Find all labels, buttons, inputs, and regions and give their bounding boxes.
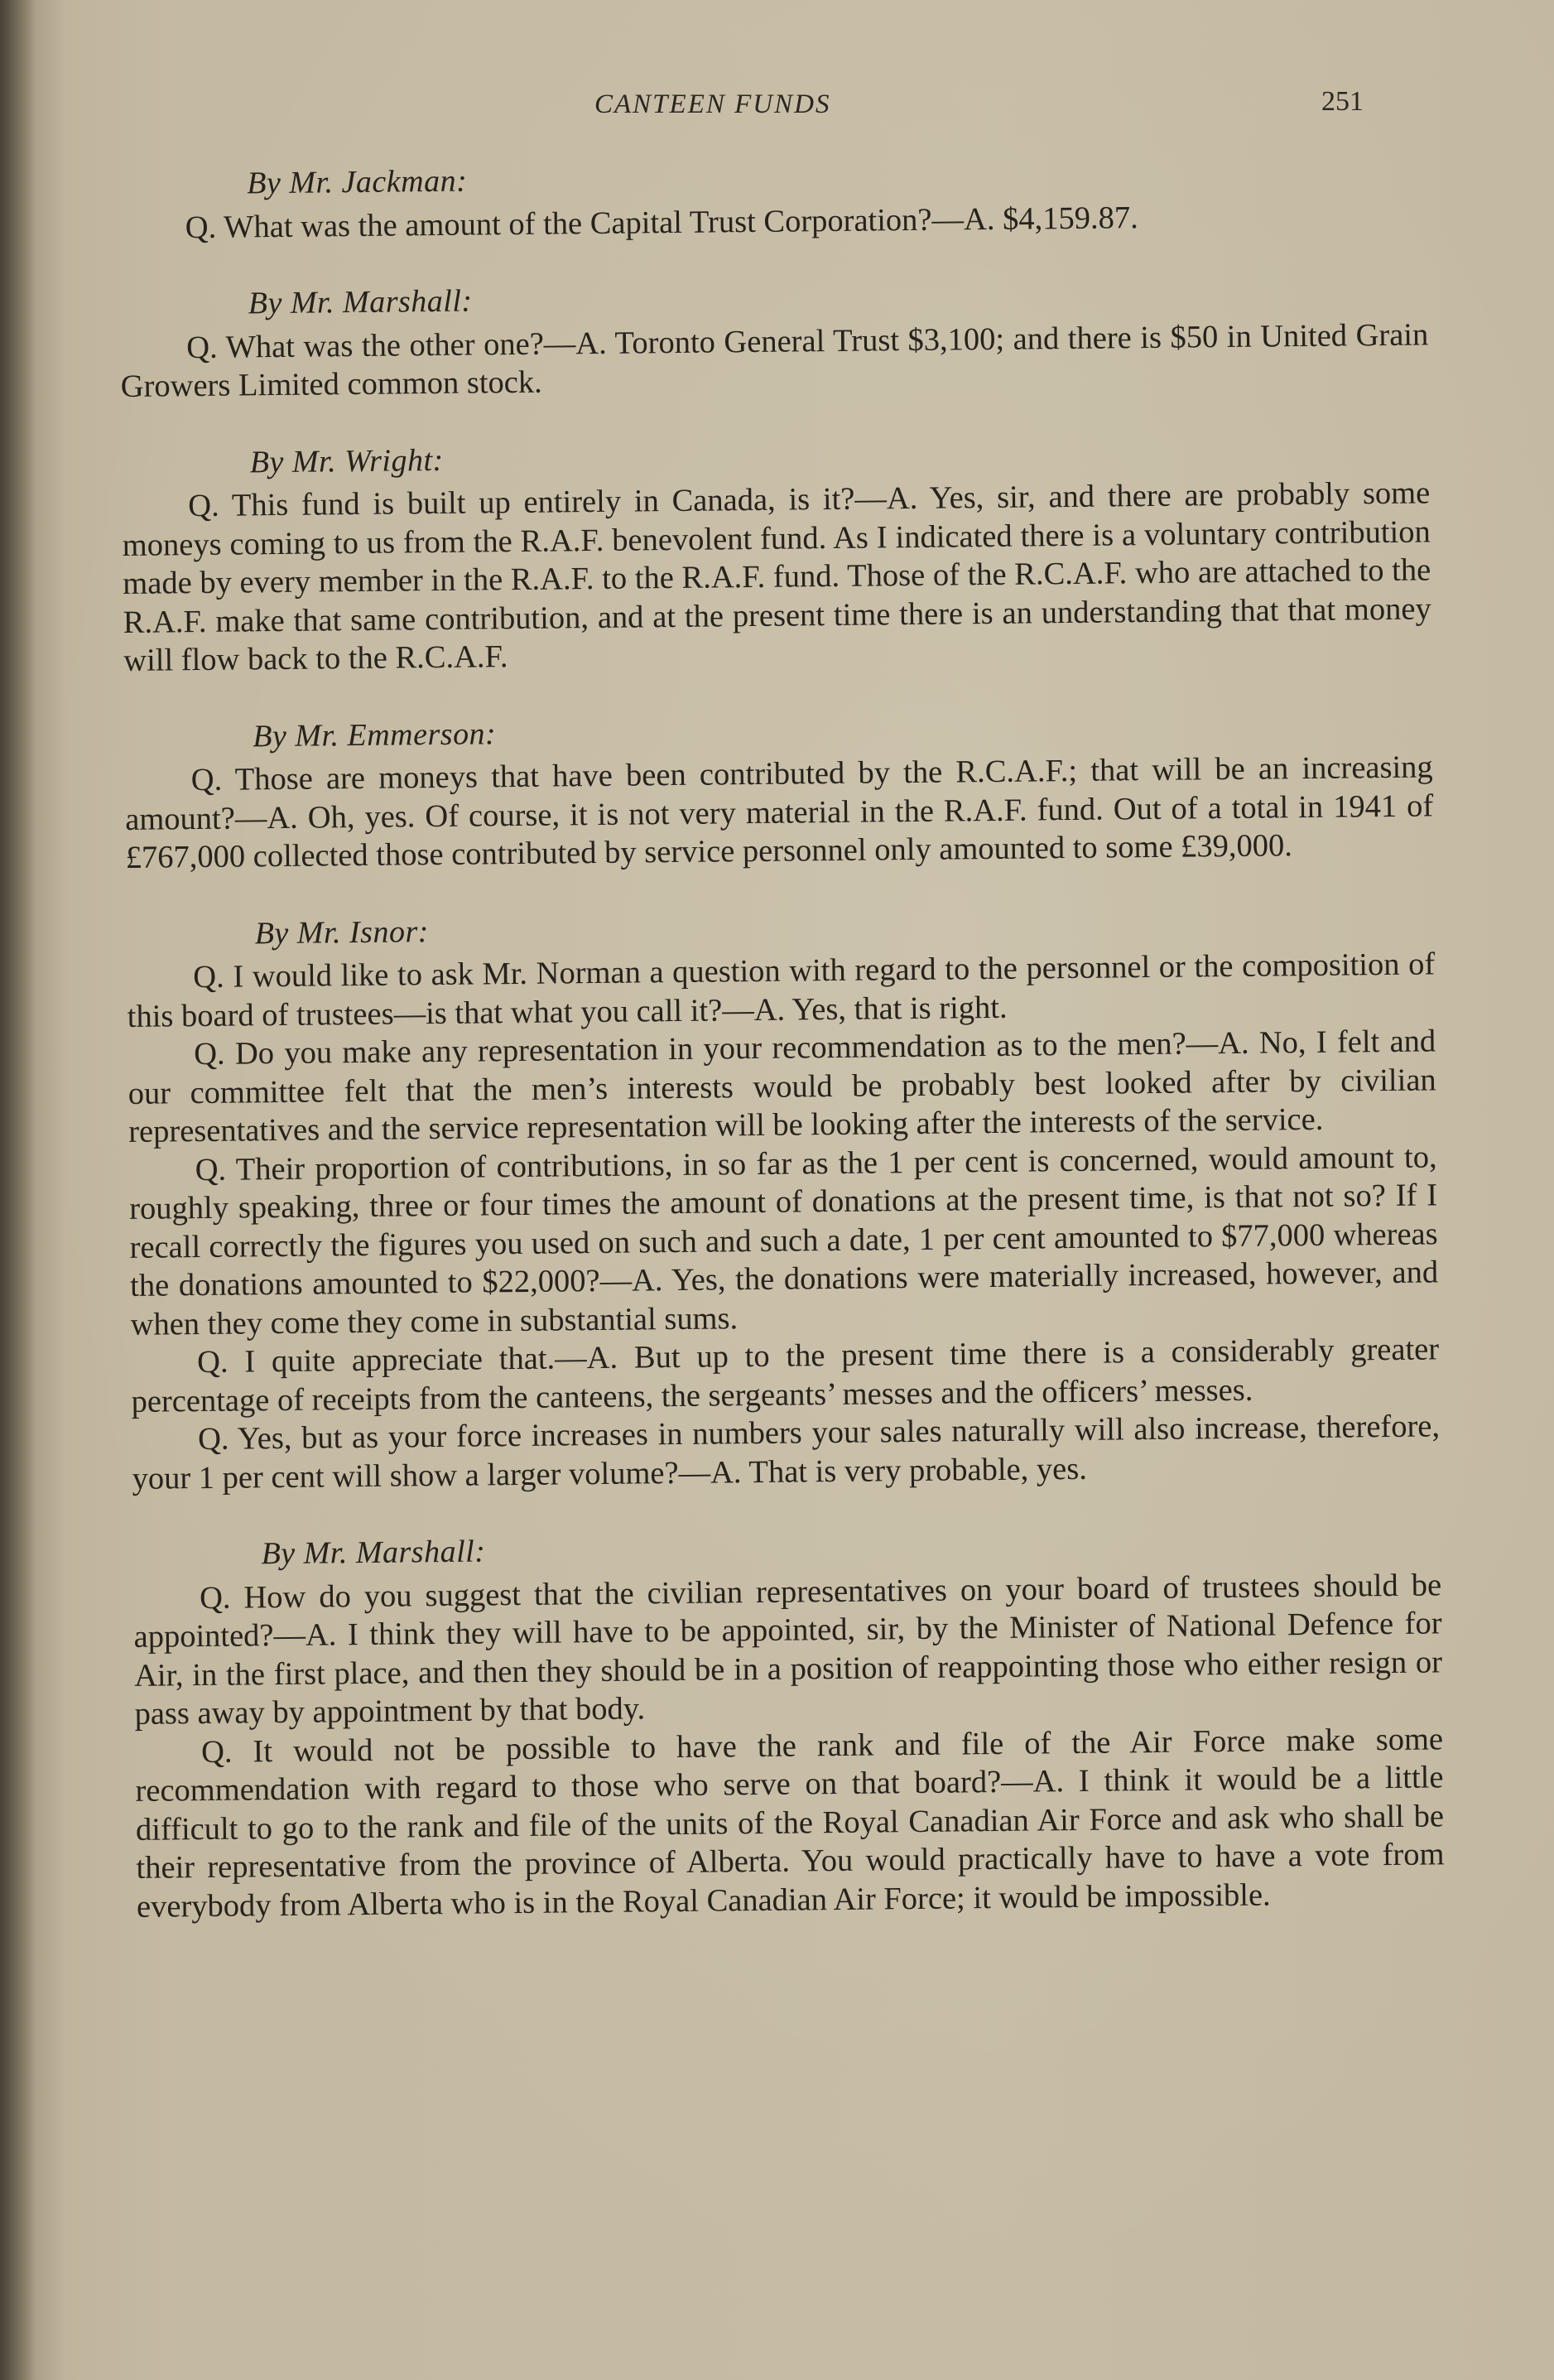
exchange-paragraph: Q. Yes, but as your force increases in numbers your sales naturally will also increase, therefore, your 1 per cent will show a larger volume?—A. That is very probable, yes. [132,1409,1441,1496]
section-marshall-1 [120,272,1429,406]
exchange-paragraph: Q. I would like to ask Mr. Norman a question with regard to the personnel or the composition of this board of trustees—is that what you call it?—A. Yes, that is right. [127,947,1436,1034]
speaker-heading: By Mr. Isnor: [254,913,430,951]
exchange-paragraph: Q. Their proportion of contributions, in so far as the 1 per cent is concerned, would amount to, roughly speaking, three or four times the amount of donations at the present time, is that not so? If I recall correctly the figures you used on such and such a date, 1 per cent amounted to $77,000 whereas the donations amounted to $22,000?—A. Yes, the donations were materially increased, however, and when they come they come in substantial sums. [128,1139,1439,1342]
section-jackman [118,152,1427,248]
transcript-body [118,152,1445,1925]
speaker-heading: By Mr. Emmerson: [253,715,497,754]
page-number: 251 [1321,86,1364,117]
section-wright [122,431,1432,681]
section-isnor [126,902,1440,1498]
exchange-paragraph: Q. Do you make any representation in your recommendation as to the men?—A. No, I felt and our committee felt that the men’s interests would be probably best looked after by civilian representatives and the service representation will be looking after the interests of the service. [127,1024,1436,1149]
speaker-heading: By Mr. Jackman: [247,163,468,201]
page-header [0,86,1554,131]
exchange-paragraph: Q. What was the other one?—A. Toronto General Trust $3,100; and there is $50 in United Grain Growers Limited common stock. [120,316,1429,404]
running-title: CANTEEN FUNDS [594,89,831,119]
binding-shadow [0,0,36,2380]
exchange-paragraph: Q. What was the amount of the Capital Trust Corporation?—A. $4,159.87. [185,200,1138,245]
exchange-paragraph: Q. I quite appreciate that.—A. But up to the present time there is a considerably greater percentage of receipts from the canteens, the sergeants’ messes and the officers’ messes. [131,1332,1440,1419]
speaker-heading: By Mr. Wright: [249,442,444,479]
exchange-paragraph: Q. Those are moneys that have been contributed by the R.C.A.F.; that will be an increasing amount?—A. Oh, yes. Of course, it is not very material in the R.A.F. fund. Out of a total in 1941 of £767,000 collected those contributed by service personnel only amounted to some £39,000. [125,749,1434,875]
speaker-heading: By Mr. Marshall: [261,1534,486,1572]
speaker-heading: By Mr. Marshall: [248,283,473,321]
section-emmerson [124,705,1434,878]
exchange-paragraph: Q. How do you suggest that the civilian representatives on your board of trustees should be appointed?—A. I think they will have to be appointed, sir, by the Minister of National Defence for Air, in the first place, and then they should be in a position of reappointing those who either resign or pass away by appointment by that body. [133,1567,1443,1732]
exchange-paragraph: Q. It would not be possible to have the rank and file of the Air Force make some recommendation with regard to those who serve on that board?—A. I think it would be a little difficult to go to the rank and file of the units of the Royal Canadian Air Force and ask who shall be their representative from the province of Alberta. You would practically have to have a vote from everybody from Alberta who is in the Royal Canadian Air Force; it would be impossible. [135,1721,1445,1925]
section-marshall-2 [132,1522,1445,1926]
exchange-paragraph: Q. This fund is built up entirely in Canada, is it?—A. Yes, sir, and there are probably some moneys coming to us from the R.A.F. benevolent fund. As I indicated there is a voluntary contribution made by every member in the R.A.F. to the R.A.F. fund. Those of the R.C.A.F. who are attached to the R.A.F. make that same contribution, and at the present time there is an understanding that that money will flow back to the R.C.A.F. [122,475,1431,678]
